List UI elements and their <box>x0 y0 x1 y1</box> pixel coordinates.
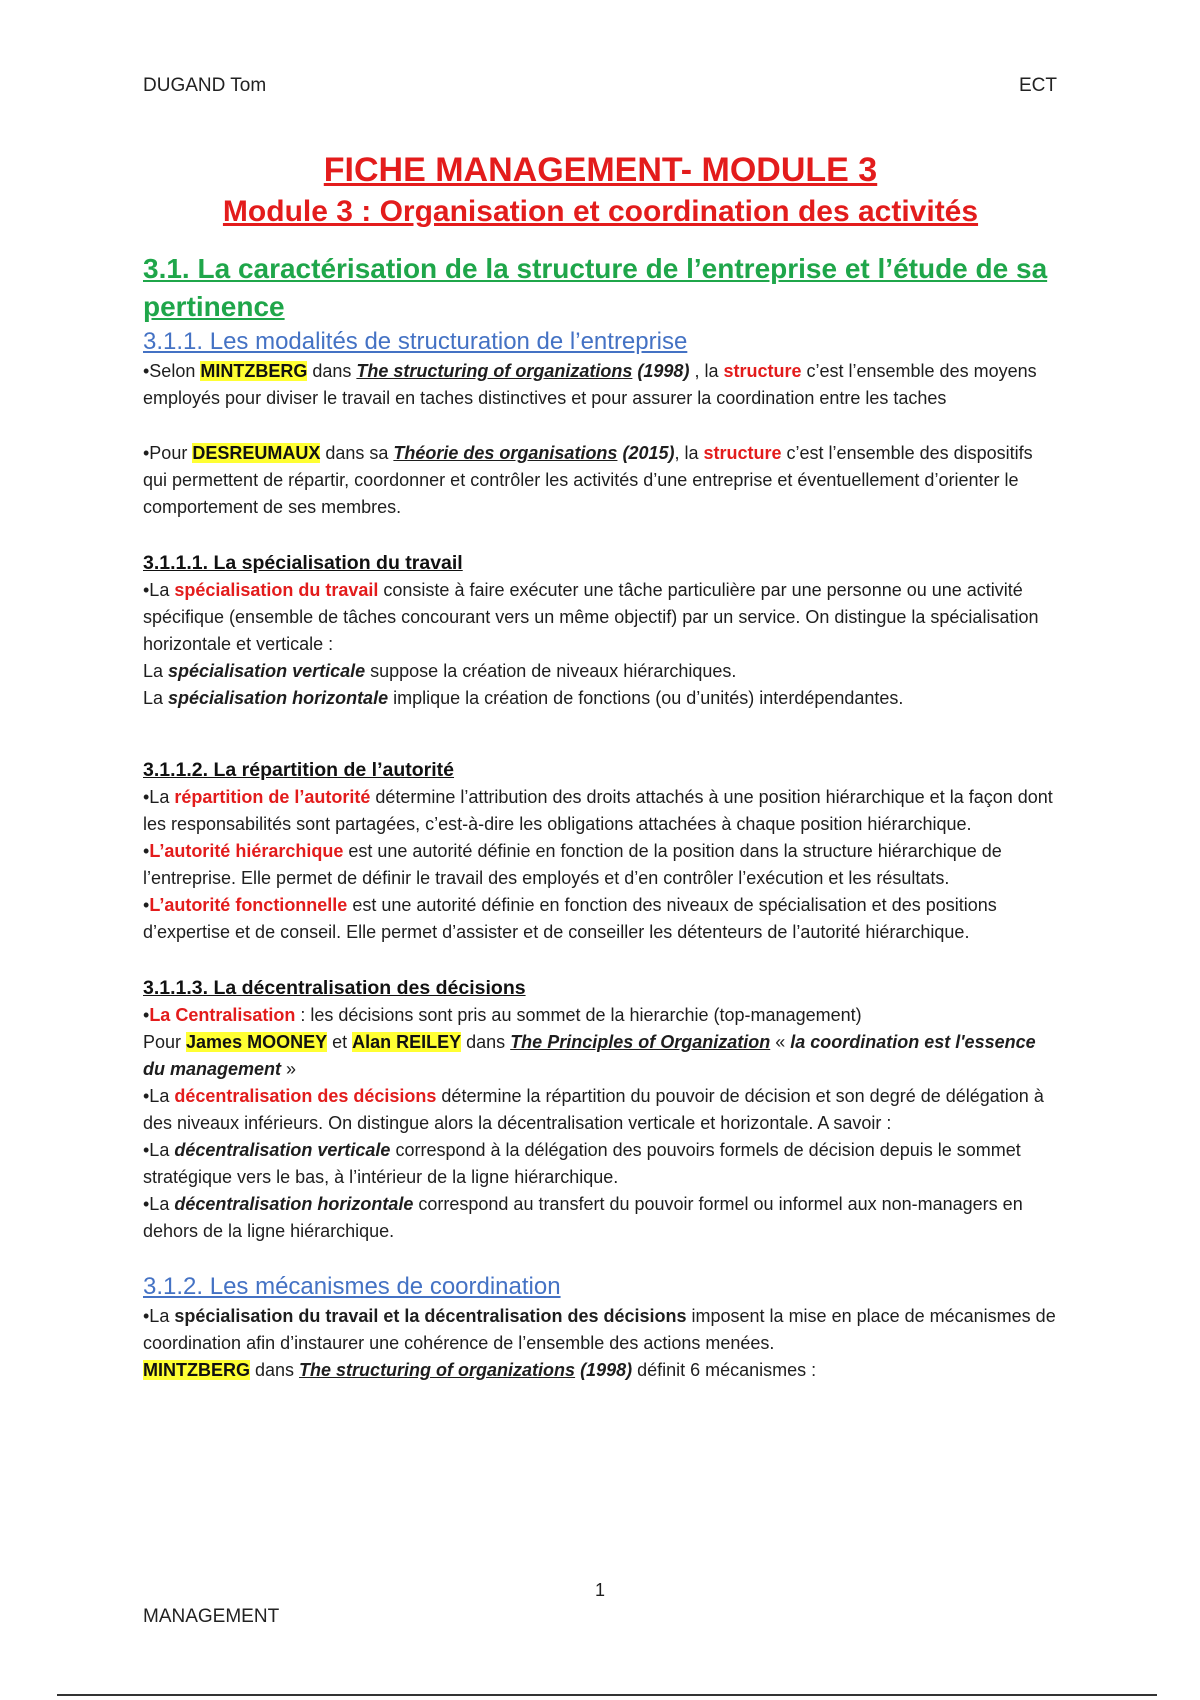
paragraph-desreumaux-structure: •Pour DESREUMAUX dans sa Théorie des organisations (2015), la structure c’est l’ensemble des dispositifs qui permettent de répartir, coordonner et contrôler les activités d’une entreprise et éventuellement d’orienter le comportement de ses membres. <box>143 443 1033 517</box>
header-author: DUGAND Tom <box>143 75 267 96</box>
paragraph-specialisation-verticale: La spécialisation verticale suppose la création de niveaux hiérarchiques. <box>143 661 737 681</box>
section-heading-3-1-2: 3.1.2. Les mécanismes de coordination <box>143 1273 561 1300</box>
page-title: FICHE MANAGEMENT- MODULE 3 <box>323 151 878 189</box>
book-title: The structuring of organizations <box>356 361 633 381</box>
author-highlight: James MOONEY <box>186 1032 328 1052</box>
key-term: décentralisation des décisions <box>174 1086 437 1106</box>
paragraph-autorite-hierarchique: •L’autorité hiérarchique est une autorité définie en fonction de la position dans la structure hiérarchique de l’entreprise. Elle permet de définir le travail des employés et d’en contrôler l’exécution et les résultats. <box>143 841 1002 888</box>
paragraph-mintzberg-mecanismes: MINTZBERG dans The structuring of organizations (1998) définit 6 mécanismes : <box>143 1360 817 1380</box>
author-highlight: Alan REILEY <box>352 1032 462 1052</box>
author-highlight: DESREUMAUX <box>192 443 321 463</box>
section-heading-3-1-1-2: 3.1.1.2. La répartition de l’autorité <box>143 759 455 781</box>
book-title: Théorie des organisations <box>393 443 618 463</box>
key-term: L’autorité hiérarchique <box>149 841 344 861</box>
key-term: décentralisation verticale <box>174 1140 391 1160</box>
book-title: The Principles of Organization <box>510 1032 771 1052</box>
page-number: 1 <box>594 1580 605 1600</box>
key-term: L’autorité fonctionnelle <box>149 895 348 915</box>
section-heading-3-1: 3.1. La caractérisation de la structure de l’entreprise et l’étude de sa pertinence <box>143 253 1048 322</box>
page-divider <box>57 1694 1157 1696</box>
paragraph-specialisation: •La spécialisation du travail consiste à faire exécuter une tâche particulière par une personne ou une activité spécifique (ensemble de tâches concourant vers un même objectif) par un service. On distingue la spécialisation horizontale et verticale : <box>143 580 1039 654</box>
paragraph-autorite-fonctionnelle: •L’autorité fonctionnelle est une autorité définie en fonction des niveaux de spécialisation et des positions d’expertise et de conseil. Elle permet d’assister et de conseiller les détenteurs de l’autorité hiérarchique. <box>143 895 997 942</box>
paragraph-mintzberg-structure: •Selon MINTZBERG dans The structuring of organizations (1998) , la structure c’est l’ensemble des moyens employés pour diviser le travail en taches distinctives et pour assurer la coordination entre les taches <box>143 361 1037 408</box>
page-subtitle: Module 3 : Organisation et coordination des activités <box>222 195 979 228</box>
author-highlight: MINTZBERG <box>200 361 308 381</box>
key-term: structure <box>723 361 802 381</box>
paragraph-mooney-reiley: Pour James MOONEY et Alan REILEY dans The Principles of Organization « la coordination est l'essence du management » <box>143 1032 1036 1079</box>
footer-label: MANAGEMENT <box>143 1606 280 1627</box>
paragraph-decentralisation-verticale: •La décentralisation verticale correspond à la délégation des pouvoirs formels de décision depuis le sommet stratégique vers le bas, à l’intérieur de la ligne hiérarchique. <box>143 1140 1021 1187</box>
paragraph-coordination: •La spécialisation du travail et la décentralisation des décisions imposent la mise en place de mécanismes de coordination afin d’instaurer une cohérence de l’ensemble des actions menées. <box>143 1306 1056 1353</box>
section-heading-3-1-1-1: 3.1.1.1. La spécialisation du travail <box>143 552 463 574</box>
section-heading-3-1-1-3: 3.1.1.3. La décentralisation des décisions <box>143 977 526 999</box>
key-term: structure <box>703 443 782 463</box>
key-term: spécialisation du travail <box>174 580 379 600</box>
paragraph-centralisation: •La Centralisation : les décisions sont pris au sommet de la hierarchie (top-management) <box>143 1005 862 1025</box>
key-term: La Centralisation <box>149 1005 296 1025</box>
paragraph-specialisation-horizontale: La spécialisation horizontale implique la création de fonctions (ou d’unités) interdépendantes. <box>143 688 904 708</box>
key-term: répartition de l’autorité <box>174 787 371 807</box>
key-term: spécialisation du travail et la décentralisation des décisions <box>174 1306 687 1326</box>
key-term: spécialisation verticale <box>168 661 366 681</box>
paragraph-decentralisation-horizontale: •La décentralisation horizontale correspond au transfert du pouvoir formel ou informel aux non-managers en dehors de la ligne hiérarchique. <box>143 1194 1023 1241</box>
section-heading-3-1-1: 3.1.1. Les modalités de structuration de l’entreprise <box>143 328 688 355</box>
paragraph-repartition-autorite: •La répartition de l’autorité détermine l’attribution des droits attachés à une position hiérarchique et la façon dont les responsabilités sont partagées, c’est-à-dire les obligations attachées à chaque position hiérarchique. <box>143 787 1053 834</box>
page-content <box>143 148 1058 1384</box>
author-highlight: MINTZBERG <box>143 1360 250 1380</box>
book-title: The structuring of organizations <box>299 1360 576 1380</box>
paragraph-decentralisation: •La décentralisation des décisions détermine la répartition du pouvoir de décision et son degré de délégation à des niveaux inférieurs. On distingue alors la décentralisation verticale et horizontale. A savoir : <box>143 1086 1044 1133</box>
key-term: décentralisation horizontale <box>174 1194 414 1214</box>
key-term: spécialisation horizontale <box>168 688 389 708</box>
quote: la coordination est l'essence du management <box>143 1032 1036 1079</box>
header-course: ECT <box>1019 75 1057 96</box>
